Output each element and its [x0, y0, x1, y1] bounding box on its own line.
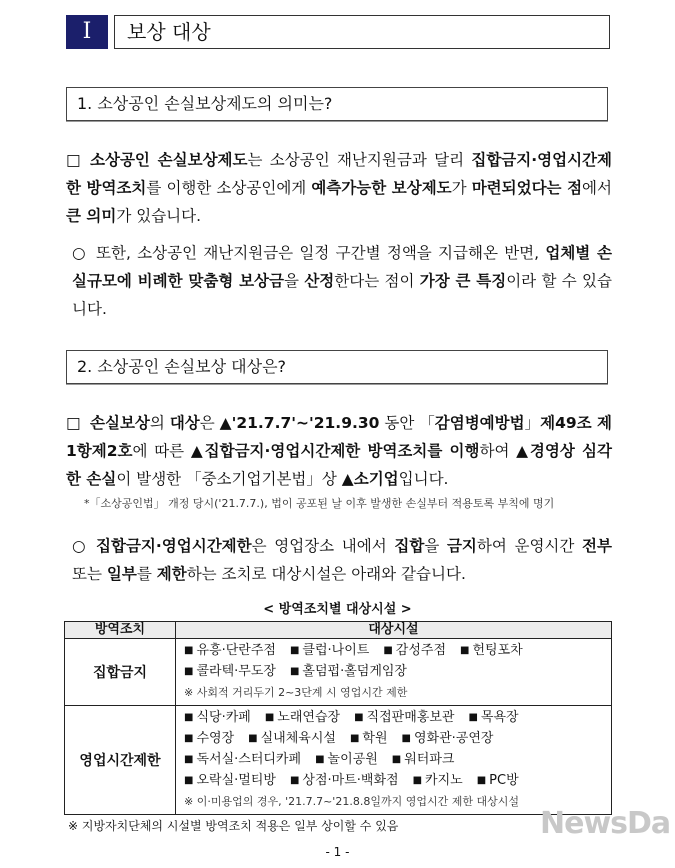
footnote: ※ 지방자치단체의 시설별 방역조치 적용은 일부 상이할 수 있음: [68, 819, 399, 833]
facility-item: ■ 유흥·단란주점: [184, 643, 276, 658]
facility-item: ■ 워터파크: [392, 752, 455, 767]
section-2-heading: 2. 소상공인 손실보상 대상은?: [66, 350, 608, 384]
facility-line: [184, 662, 603, 683]
table-row: [65, 706, 612, 815]
column-header: 방역조치: [65, 622, 176, 639]
facility-item: ■ 클럽·나이트: [290, 643, 369, 658]
chapter-title: 보상 대상: [114, 15, 610, 49]
facility-line: [184, 750, 603, 771]
section-1-paragraph-1: □ 소상공인 손실보상제도는 소상공인 재난지원금과 달리 집합금지·영업시간제한 방역조치를 이행한 소상공인에게 예측가능한 보상제도가 마련되었다는 점에서 큰 의미가 있습니다.: [66, 146, 612, 230]
checkbox-bullet: □: [66, 414, 81, 432]
section-1-paragraph-2: ○ 또한, 소상공인 재난지원금은 일정 구간별 정액을 지급해온 반면, 업체별 손실규모에 비례한 맞춤형 보상금을 산정한다는 점이 가장 큰 특징이라 할 수 있습니다.: [72, 239, 612, 323]
section-2-paragraph-2: ○ 집합금지·영업시간제한은 영업장소 내에서 집합을 금지하여 운영시간 전부 또는 일부를 제한하는 조치로 대상시설은 아래와 같습니다.: [72, 532, 612, 588]
facility-item: ■ 홀덤펍·홀덤게임장: [290, 664, 407, 679]
section-2-note: *「소상공인법」 개정 당시('21.7.7.), 법이 공포된 날 이후 발생한 손실부터 적용토록 부칙에 명기: [84, 497, 555, 510]
column-header: 대상시설: [176, 622, 612, 639]
facility-line: [184, 641, 603, 662]
facility-line: [184, 708, 603, 729]
facility-line: [184, 729, 603, 750]
facility-item: ■ 독서실·스터디카페: [184, 752, 301, 767]
section-1-heading: 1. 소상공인 손실보상제도의 의미는?: [66, 87, 608, 121]
facility-item: ■ 헌팅포차: [460, 643, 523, 658]
facility-item: ■ 콜라텍·무도장: [184, 664, 276, 679]
facility-item: ■ 수영장: [184, 731, 234, 746]
table-header-row: [65, 622, 612, 639]
checkbox-bullet: □: [66, 151, 81, 169]
facility-item: ■ 상점·마트·백화점: [290, 773, 399, 788]
facility-item: ■ 영화관·공연장: [402, 731, 494, 746]
facility-item: ■ 오락실·멀티방: [184, 773, 276, 788]
page-number: - 1 -: [325, 845, 350, 859]
facility-item: ■ 놀이공원: [315, 752, 378, 767]
facility-item: ■ 직접판매홍보관: [354, 710, 454, 725]
facility-item: ■ 식당·카페: [184, 710, 251, 725]
row-note: ※ 이·미용업의 경우, '21.7.7~'21.8.8일까지 영업시간 제한 대상시설: [184, 795, 519, 808]
facility-line: [184, 771, 603, 792]
facility-list: [176, 639, 612, 706]
table-caption: < 방역조치별 대상시설 >: [263, 602, 412, 617]
facility-item: ■ 노래연습장: [265, 710, 340, 725]
facility-item: ■ 카지노: [413, 773, 463, 788]
circle-bullet: ○: [72, 244, 86, 262]
facility-item: ■ PC방: [477, 773, 519, 788]
row-note: ※ 사회적 거리두기 2~3단계 시 영업시간 제한: [184, 686, 408, 699]
table-row: [65, 639, 612, 706]
section-2-paragraph-1: □ 손실보상의 대상은 ▲'21.7.7'~'21.9.30 동안 「감염병예방법」제49조 제1항제2호에 따른 ▲집합금지·영업시간제한 방역조치를 이행하여 ▲경영상 심각한 손실이 발생한 「중소기업기본법」상 ▲소기업입니다.: [66, 409, 612, 493]
watermark-logo: NewsDa: [540, 806, 671, 841]
circle-bullet: ○: [72, 537, 86, 555]
facility-list: [176, 706, 612, 815]
row-label: 집합금지: [65, 639, 176, 706]
facility-item: ■ 실내체육시설: [248, 731, 336, 746]
chapter-number: Ⅰ: [66, 15, 108, 49]
row-label: 영업시간제한: [65, 706, 176, 815]
facility-item: ■ 학원: [350, 731, 388, 746]
facility-table: [64, 621, 612, 815]
facility-item: ■ 감성주점: [383, 643, 446, 658]
facility-item: ■ 목욕장: [468, 710, 518, 725]
